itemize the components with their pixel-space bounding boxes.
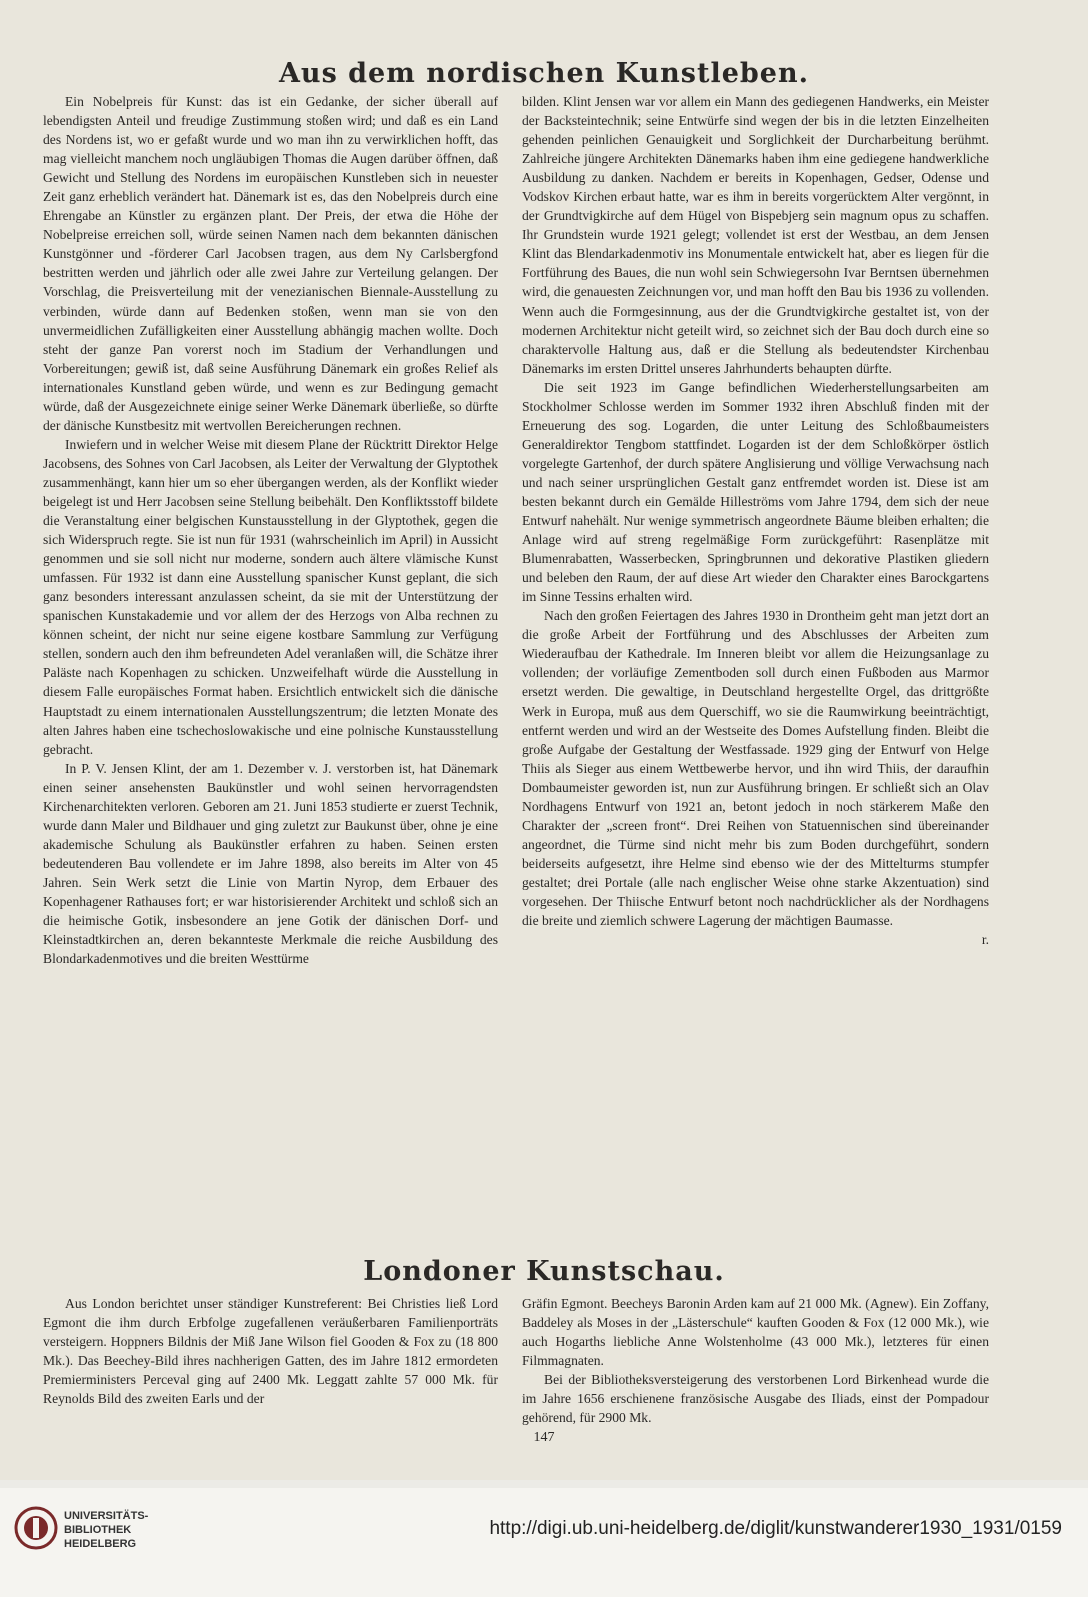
paragraph: Bei der Bibliotheksversteigerung des verstorbenen Lord Birkenhead wurde die im Jahre 1656 erschienene französische Ausgabe des Iliads, einst der Pompadour gehörend, für 2900 Mk. [522, 1372, 989, 1426]
digitization-footer [0, 1488, 1088, 1597]
paragraph: bilden. Klint Jensen war vor allem ein Mann des gediegenen Handwerks, ein Meister der Backsteintechnik; seine Entwürfe sind wegen der bis in die letzten Einzelheiten gehenden peinlichen Genauigkeit und Sorglichkeit der Durcharbeitung berühmt. Zahlreiche jüngere Architekten Dänemarks haben ihm eine gediegene handwerkliche Ausbildung zu danken. Nachdem er bereits in Kopenhagen, Gedser, Odense und Vodskov Kirchen erbaut hatte, war es ihm in bereits vorgerücktem Alter vergönnt, in der Grundtvigkirche auf dem Hügel von Bispebjerg sein magnum opus zu schaffen. Ihr Grundstein wurde 1921 gelegt; vollendet ist erst der Westbau, an dem Jensen Klint das Blendarkadenmotiv ins Monumentale entwickelt hat, aber es liegen für die Fortführung des Baues, die nun wohl sein Schwiegersohn Ivar Berntsen übernehmen wird, die genauesten Zeichnungen vor, und man hofft den Bau bis 1936 zu vollenden. Wenn auch die Formgesinnung, aus der die Grundtvigkirche gestaltet ist, von der modernen Architektur nicht geteilt wird, so zeichnet sich der Bau doch durch eine so charaktervolle Haltung aus, daß er die Stellung als bedeutendster Kirchenbau Dänemarks im ersten Drittel unseres Jahrhunderts behaupten dürfte. [522, 94, 989, 376]
source-url-link[interactable]: http://digi.ub.uni-heidelberg.de/diglit/kunstwanderer1930_1931/0159 [489, 1518, 1062, 1539]
paragraph: Die seit 1923 im Gange befindlichen Wiederherstellungsarbeiten am Stockholmer Schlosse werden im Sommer 1932 ihren Abschluß finden mit der Erneuerung des sog. Logarden, die unter Leitung des Schloßbaumeisters Generaldirektor Tengbom stattfindet. Logarden ist der dem Schloßkörper östlich vorgelegte Gartenhof, der durch spätere Anglisierung und völlige Verwachsung nach und nach seiner ursprünglichen Gestalt ganz entfremdet worden ist. Diese ist am besten bekannt durch ein Gemälde Hilleströms vom Jahre 1794, dem sich der neue Entwurf nahehält. Nur wenige symmetrisch angeordnete Bäume bleiben erhalten; die Anlage wird auf streng regelmäßige Form zurückgeführt: Rasenplätze mit Blumenrabatten, Wasserbecken, Springbrunnen und dekorative Plastiken gliedern und beleben den Raum, der auf diese Art wieder den Charakter eines Barockgartens im Sinne Tessins erhalten wird. [522, 379, 989, 605]
author-signature: r. [981, 932, 989, 948]
article-title-london: Londoner Kunstschau. [363, 1256, 725, 1287]
article1-right-column [522, 92, 989, 949]
library-name: UNIVERSITÄTS- BIBLIOTHEK HEIDELBERG [64, 1510, 149, 1550]
article-title-nordic: Aus dem nordischen Kunstleben. [278, 58, 809, 89]
paragraph: Inwiefern und in welcher Weise mit diesem Plane der Rücktritt Direktor Helge Jacobsens, des Sohnes von Carl Jacobsen, als Leiter der Verwaltung der Glyptothek zusammenhängt, kann hier um so eher übergangen werden, als der Konflikt wieder beigelegt ist und Herr Jacobsen seine Stellung beibehält. Den Konfliktsstoff bildete die Veranstaltung einer belgischen Kunstausstellung in der Glyptothek, gegen die sich Widerspruch regte. Sie ist nun für 1931 (wahrscheinlich im April) in Aussicht genommen und sie soll nicht nur moderne, sondern auch ältere vlämische Kunst umfassen. Für 1932 ist dann eine Ausstellung spanischer Kunst geplant, die sich ganz besonders interessant anzulassen scheint, da sie mit der Unterstützung der spanischen Kunstakademie und vor allem der des Herzogs von Alba rechnen zu können scheint, der nicht nur seine eigene kostbare Sammlung zur Verfügung stellen, sondern auch den ihm befreundeten Adel veranlaßen will, die Schätze ihrer Paläste nach Kopenhagen zu schicken. Unzweifelhaft würde die Ausstellung in diesem Falle europäisches Format haben. Ersichtlich entwickelt sich die dänische Hauptstadt zu einem internationalen Ausstellungszentrum; die letzten Monate des alten Jahres haben eine tschechoslowakische und eine polnische Kunstausstellung gebracht. [43, 436, 498, 757]
article2-right-column [522, 1294, 989, 1427]
paragraph: Aus London berichtet unser ständiger Kunstreferent: Bei Christies ließ Lord Egmont die ihm durch Erbfolge zugefallenen veräußerbaren Familienporträts versteigern. Hoppners Bildnis der Miß Jane Wilson fiel Gooden & Fox zu (18 800 Mk.). Das Beechey-Bild ihres nachherigen Gatten, des im Jahre 1812 ermordeten Premierministers Perceval ging auf 2400 Mk. Leggatt zahlte 57 000 Mk. für Reynolds Bild des zweiten Earls und der [43, 1296, 498, 1407]
university-seal-icon [14, 1506, 58, 1550]
paragraph: Nach den großen Feiertagen des Jahres 1930 in Drontheim geht man jetzt dort an die große Arbeit der Fortführung und des Abschlusses der Arbeiten zum Wiederaufbau der Kathedrale. Im Inneren bleibt vor allem die Heizungsanlage zu vollenden; der vorläufige Zementboden soll durch einen Fußboden aus Marmor ersetzt werden. Die gewaltige, in Deutschland hergestellte Orgel, das drittgrößte Werk in Europa, muß aus dem Querschiff, wo sie die Raumwirkung beeinträchtigt, entfernt werden und wird an der Westseite des Domes Aufstellung finden. Bleibt die große Aufgabe der Gestaltung der Westfassade. 1929 ging der Entwurf von Helge Thiis als Sieger aus einem Wettbewerbe hervor, und ihn wird Thiis, der daraufhin Dombaumeister geworden ist, nun zur Ausführung bringen. Er schließt sich an Olav Nordhagens Entwurf von 1921 an, betont jedoch in noch stärkerem Maße den Charakter der „screen front“. Drei Reihen von Statuennischen sind übereinander angeordnet, die Türme sind nicht mehr bis zum Boden durchgeführt, sondern beiderseits aufgesetzt, ihre Helme sind ebenso wie der des Mittelturms stumpfer gestaltet; drei Portale (alle nach englischer Weise ohne starke Akzentuation) sind vorgesehen. Der Thiische Entwurf betont noch nachdrücklicher als der Nordhagens die breite und ziemlich schwere Lagerung der mächtigen Baumasse. [522, 608, 989, 929]
paragraph: Ein Nobelpreis für Kunst: das ist ein Gedanke, der sicher überall auf lebendigsten Anteil und freudige Zustimmung stoßen wird; und daß es ein Land des Nordens ist, wo er gefaßt wurde und wo man ihn zu verwirklichen hofft, das mag vielleicht manchem noch ungläubigen Thomas die Augen darüber öffnen, daß Gewicht und Stellung des Nordens im europäischen Kunstleben sich in neuester Zeit ganz erheblich verändert hat. Dänemark ist es, das den Nobelpreis durch eine Ehrengabe an Künstler zu ergänzen plant. Der Preis, der etwa die Höhe der Nobelpreise erreichen soll, würde seinen Namen nach dem bekannten dänischen Kunstgönner und -förderer Carl Jacobsen tragen, aus dem Ny Carlsbergfond bestritten werden und jährlich oder alle zwei Jahre zur Verteilung gelangen. Der Vorschlag, die Preisverteilung mit der venezianischen Biennale-Ausstellung zu verbinden, würde dann auf Bedenken stoßen, wenn man sie von den unvermeidlichen Zufälligkeiten einer Ausstellung abhängig machen wollte. Doch steht der ganze Pan vorerst noch im Stadium der Verhandlungen und Vorbereitungen; gewiß ist, daß seine Ausführung Dänemark ein großes Relief als internationales Kunstland geben würde, und wenn es zur Bedingung gemacht würde, daß der Ausgezeichnete einige seiner Werke Dänemark überließe, so dürfte der dänische Kunstbesitz mit wertvollen Bereicherungen rechnen. [43, 94, 498, 433]
page-number: 147 [533, 1430, 555, 1445]
paragraph: Gräfin Egmont. Beecheys Baronin Arden kam auf 21 000 Mk. (Agnew). Ein Zoffany, Baddeley als Moses in der „Lästerschule“ kauften Gooden & Fox (12 000 Mk.), wie auch Hogarths liebliche Anne Wolstenholme (43 000 Mk.), letzteres für einen Filmmagnaten. [522, 1296, 989, 1369]
paragraph: In P. V. Jensen Klint, der am 1. Dezember v. J. verstorben ist, hat Dänemark einen seiner ansehensten Baukünstler und wohl seinen hervorragendsten Kirchenarchitekten verloren. Geboren am 21. Juni 1853 studierte er zuerst Technik, wurde dann Maler und Bildhauer und ging zuletzt zur Baukunst über, ohne je eine akademische Schulung als Baukünstler erfahren zu haben. Seinen ersten bedeutenderen Bau vollendete er im Jahre 1898, also bereits im Alter von 45 Jahren. Sein Werk setzt die Linie von Martin Nyrop, dem Erbauer des Kopenhagener Rathauses fort; er war historisierender Architekt und schloß sich an die heimische Gotik, insbesondere an jene Gotik der dänischen Dorf- und Kleinstadtkirchen an, deren bekannteste Merkmale die reiche Ausbildung des Blondarkadenmotives und die breiten Westtürme [43, 760, 498, 967]
article2-left-column [43, 1294, 498, 1408]
article1-left-column [43, 92, 498, 968]
